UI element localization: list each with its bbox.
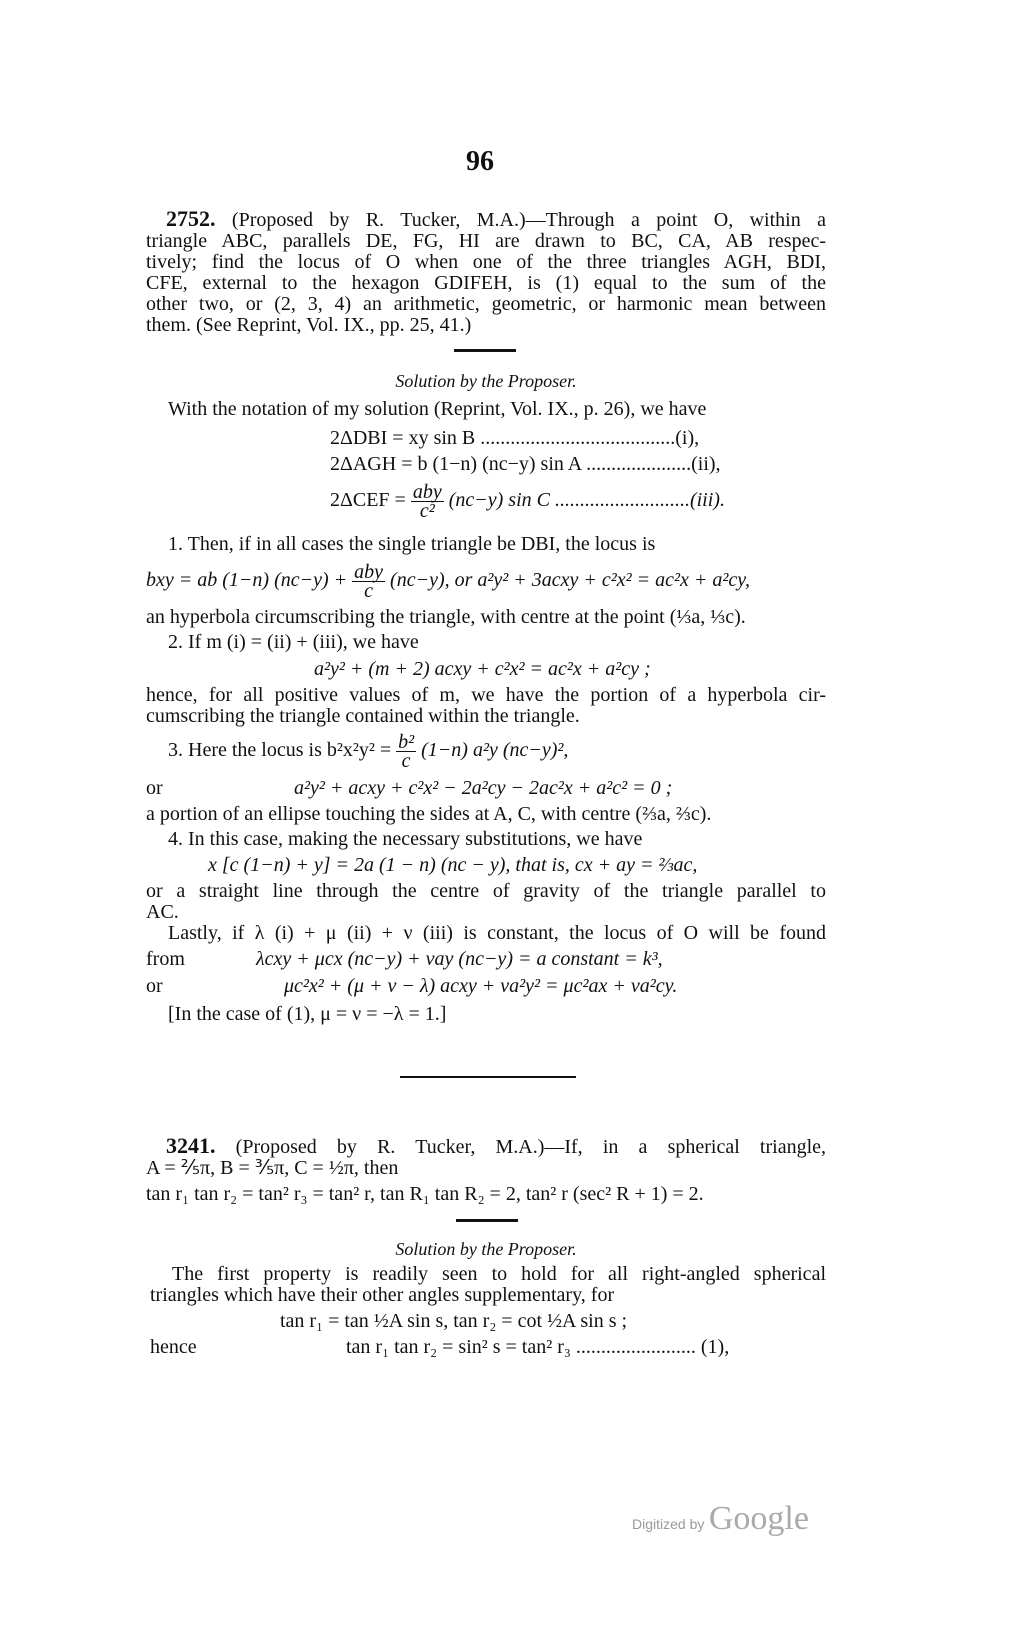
q3241-line-2: A = ⅖π, B = ⅗π, C = ½π, then [146,1157,399,1179]
numerator: aby [412,480,442,503]
para-1-text: an hyperbola circumscribing the triangle, with centre at the point (⅓a, ⅓c). [146,606,746,628]
denominator: c [364,579,374,602]
para-2: 2. If m (i) = (ii) + (iii), we have [168,631,419,653]
equation-iii [330,480,725,520]
para-2-text-1: hence, for all positive values of m, we have the portion of a hyperbola cir- [146,684,826,706]
q3241-text-1: The first property is readily seen to hold for all right-angled spherical [172,1263,826,1285]
equation-i: 2ΔDBI = xy sin B .......................................(i), [330,427,700,449]
page-number: 96 [466,146,494,177]
equation-ii: 2ΔAGH = b (1−n) (nc−y) sin A .....................(ii), [330,453,721,475]
para-3-text: a portion of an ellipse touching the sides at A, C, with centre (⅔a, ⅔c). [146,803,712,825]
text: (nc−y) sin C ...........................(iii). [448,489,725,511]
text: 3. Here the locus is b²x²y² = [168,739,392,761]
or-label: or [146,777,163,799]
hence-label: hence [150,1336,197,1358]
watermark-prefix: Digitized by [632,1516,705,1532]
q3241-line-1 [146,1135,826,1158]
solution-heading: Solution by the Proposer. [395,371,577,391]
q2752-line-6: them. (See Reprint, Vol. IX., pp. 25, 41.) [146,314,472,336]
divider [456,1219,518,1222]
lastly-text: Lastly, if λ (i) + μ (ii) + ν (iii) is constant, the locus of O will be found [168,922,826,944]
fraction [411,480,444,522]
para-3 [168,730,568,770]
solution-heading: Solution by the Proposer. [395,1239,577,1259]
para-3-equation: a²y² + acxy + c²x² − 2a²cy − 2ac²x + a²c² = 0 ; [294,777,673,799]
q3241-text-2: triangles which have their other angles supplementary, for [150,1284,615,1306]
fraction [352,560,385,602]
google-watermark [632,1500,809,1538]
denominator: c² [419,499,435,522]
text: bxy = ab (1−n) (nc−y) + [146,569,348,591]
q2752-line-1 [146,208,826,231]
q2752-line-3: tively; find the locus of O when one of the three triangles AGH, BDI, [146,251,826,273]
numerator: b² [398,730,415,753]
or-label: or [146,975,163,997]
google-logo: Google [708,1500,809,1537]
text: (Proposed by R. Tucker, M.A.)—Through a point O, within a [231,209,827,231]
divider [454,349,516,352]
note: [In the case of (1), μ = ν = −λ = 1.] [168,1003,447,1025]
lastly-equation-2: μc²x² + (μ + ν − λ) acxy + νa²y² = μc²ax + νa²cy. [284,975,678,997]
intro: With the notation of my solution (Reprint, Vol. IX., p. 26), we have [168,398,707,420]
denominator: c [401,749,411,772]
q3241-equation-1: tan r₁ = tan ½A sin s, tan r₂ = cot ½A sin s ; [280,1310,628,1332]
q2752-number: 2752. [166,206,216,231]
q3241-line-3: tan r₁ tan r₂ = tan² r₃ = tan² r, tan R₁ tan R₂ = 2, tan² r (sec² R + 1) = 2. [146,1183,704,1205]
q2752-line-2: triangle ABC, parallels DE, FG, HI are drawn to BC, CA, AB respec- [146,230,826,252]
para-2-text-2: cumscribing the triangle contained within the triangle. [146,705,580,727]
text: (Proposed by R. Tucker, M.A.)—If, in a spherical triangle, [235,1136,826,1158]
para-4-text-2: AC. [146,901,179,923]
para-4-equation: x [c (1−n) + y] = 2a (1 − n) (nc − y), that is, cx + ay = ⅔ac, [208,854,698,876]
para-1: 1. Then, if in all cases the single triangle be DBI, the locus is [168,533,656,555]
section-divider [400,1076,576,1078]
q3241-equation-2: tan r₁ tan r₂ = sin² s = tan² r₃ ........................ (1), [346,1336,730,1358]
numerator: aby [354,560,384,583]
fraction [396,730,416,772]
para-2-equation: a²y² + (m + 2) acxy + c²x² = ac²x + a²cy ; [314,658,651,680]
para-1-equation [146,560,750,600]
text: (nc−y), or a²y² + 3acxy + c²x² = ac²x + a²cy, [390,569,751,591]
para-4-text-1: or a straight line through the centre of gravity of the triangle parallel to [146,880,826,902]
text: 2ΔCEF = [330,489,406,511]
q2752-line-5: other two, or (2, 3, 4) an arithmetic, geometric, or harmonic mean between [146,293,826,315]
q3241-number: 3241. [166,1133,216,1158]
from-label: from [146,948,185,970]
lastly-equation-1: λcxy + μcx (nc−y) + νay (nc−y) = a constant = k³, [256,948,663,970]
text: (1−n) a²y (nc−y)², [421,739,569,761]
q2752-line-4: CFE, external to the hexagon GDIFEH, is (1) equal to the sum of the [146,272,826,294]
para-4: 4. In this case, making the necessary substitutions, we have [168,828,643,850]
